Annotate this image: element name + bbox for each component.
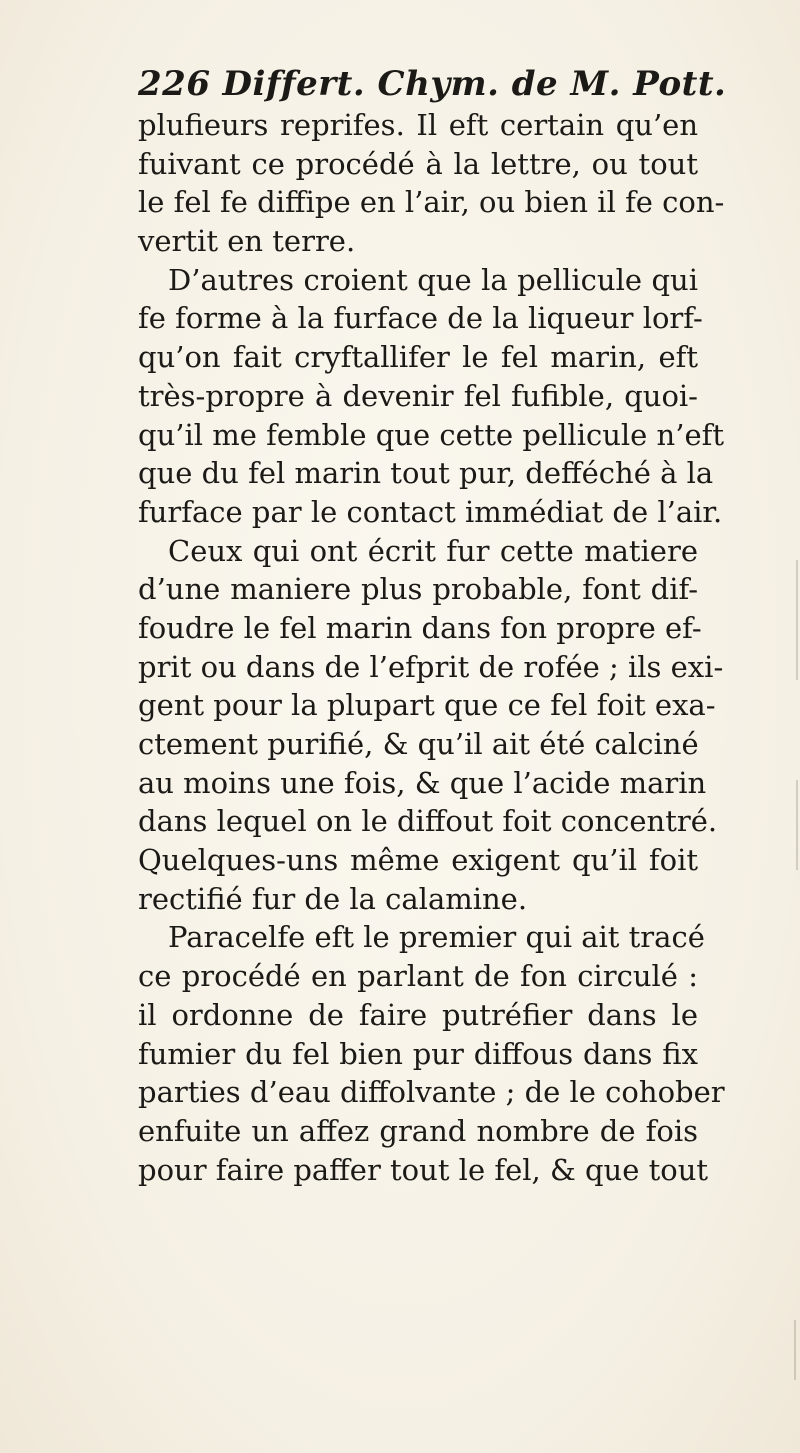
text-line: prit ou dans de l’efprit de rofée ; ils exi- xyxy=(138,649,724,684)
text-line: Paracelfe eft le premier qui ait tracé xyxy=(168,920,705,955)
text-line: plufieurs reprifes. Il eft certain qu’en xyxy=(138,108,698,142)
text-line: furface par le contact immédiat de l’air. xyxy=(138,494,723,529)
text-line: fumier du fel bien pur diffous dans fix xyxy=(138,1036,698,1071)
page-edge-shadow xyxy=(796,560,798,680)
text-line: d’une maniere plus probable, font dif- xyxy=(138,572,698,607)
text-line: pour faire paffer tout le fel, & que tout xyxy=(138,1152,709,1187)
text-line: il ordonne de faire putréfier dans le xyxy=(138,997,698,1032)
running-head xyxy=(138,62,727,106)
text-line: fe forme à la furface de la liqueur lorf- xyxy=(138,301,703,336)
text-line: vertit en terre. xyxy=(138,224,356,259)
page-edge-shadow xyxy=(794,1320,796,1380)
text-line: Quelques-uns même exigent qu’il foit xyxy=(138,843,698,878)
text-line: D’autres croient que la pellicule qui xyxy=(168,262,698,297)
text-line: ctement purifié, & qu’il ait été calciné xyxy=(138,727,699,761)
text-line: dans lequel on le diffout foit concentré. xyxy=(138,804,718,839)
text-block xyxy=(138,62,727,1189)
text-line: fuivant ce procédé à la lettre, ou tout xyxy=(138,146,698,181)
text-line: au moins une fois, & que l’acide marin xyxy=(138,765,707,800)
text-line: le fel fe diffipe en l’air, ou bien il fe con- xyxy=(138,185,725,220)
text-line: ce procédé en parlant de fon circulé : xyxy=(138,959,698,994)
page-number: 226 xyxy=(138,64,211,104)
text-line: très-propre à devenir fel fufible, quoi- xyxy=(138,378,698,413)
running-title: Differt. Chym. de M. Pott. xyxy=(222,64,727,104)
text-line: qu’il me femble que cette pellicule n’eft xyxy=(138,417,725,452)
text-line: foudre le fel marin dans fon propre ef- xyxy=(138,610,702,645)
text-line: gent pour la plupart que ce fel foit exa- xyxy=(138,688,716,723)
text-line: Ceux qui ont écrit fur cette matiere xyxy=(168,533,698,568)
text-line: rectifié fur de la calamine. xyxy=(138,881,528,916)
text-line: parties d’eau diffolvante ; de le cohober xyxy=(138,1075,725,1110)
text-line: enfuite un affez grand nombre de fois xyxy=(138,1113,698,1148)
page-edge-shadow xyxy=(796,780,798,870)
text-line: que du fel marin tout pur, defféché à la xyxy=(138,456,714,491)
text-line: qu’on fait cryftallifer le fel marin, eft xyxy=(138,340,698,375)
